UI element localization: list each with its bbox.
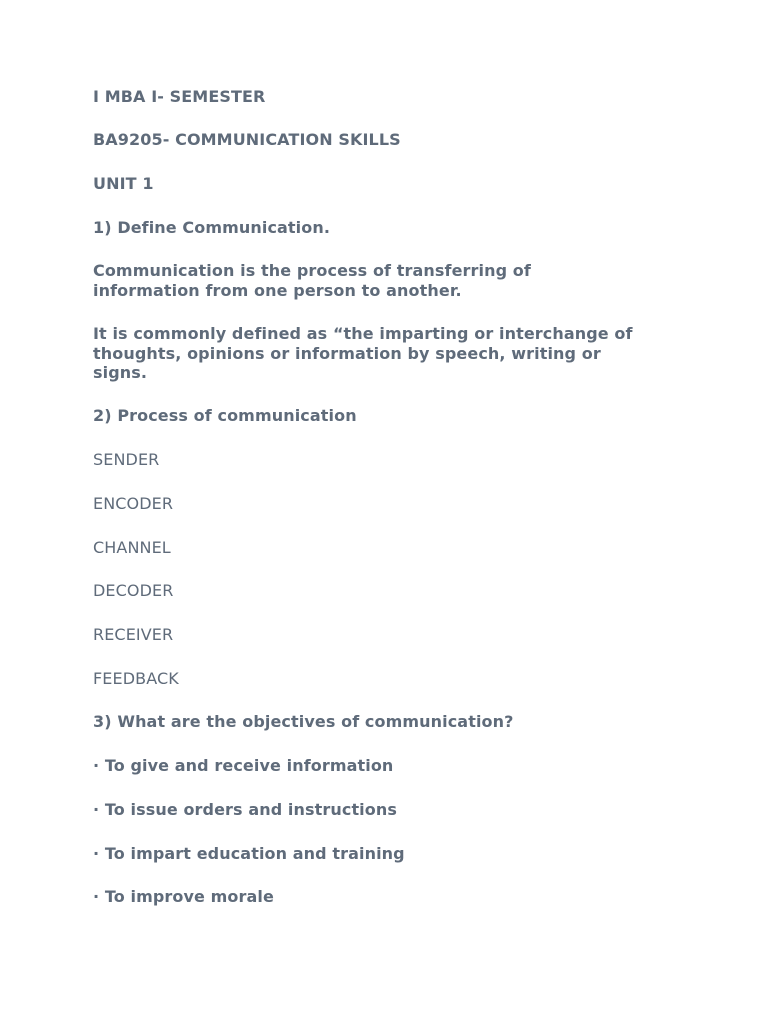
question-1: 1) Define Communication. [93,218,331,237]
objective-item: · To give and receive information [93,756,394,775]
unit-heading: UNIT 1 [93,174,154,193]
objective-item: · To impart education and training [93,844,405,863]
answer-2-line-3: signs. [93,363,148,382]
process-step-feedback: FEEDBACK [93,669,179,688]
process-step-receiver: RECEIVER [93,625,174,644]
answer-1-line-2: information from one person to another. [93,280,462,300]
answer-2-line-1: It is commonly defined as “the imparting or interchange of [93,324,633,343]
semester-heading: I MBA I- SEMESTER [93,87,266,106]
objective-item: · To issue orders and instructions [93,800,397,819]
question-2: 2) Process of communication [93,406,357,425]
answer-2-line-2: thoughts, opinions or information by speech, writing or [93,343,601,363]
process-step-channel: CHANNEL [93,538,171,557]
process-step-encoder: ENCODER [93,494,174,513]
question-3: 3) What are the objectives of communication? [93,712,514,731]
objective-item: · To improve morale [93,887,274,906]
process-step-decoder: DECODER [93,581,174,600]
course-heading: BA9205- COMMUNICATION SKILLS [93,130,401,149]
process-step-sender: SENDER [93,450,160,469]
answer-1-line-1: Communication is the process of transferring of [93,261,531,280]
